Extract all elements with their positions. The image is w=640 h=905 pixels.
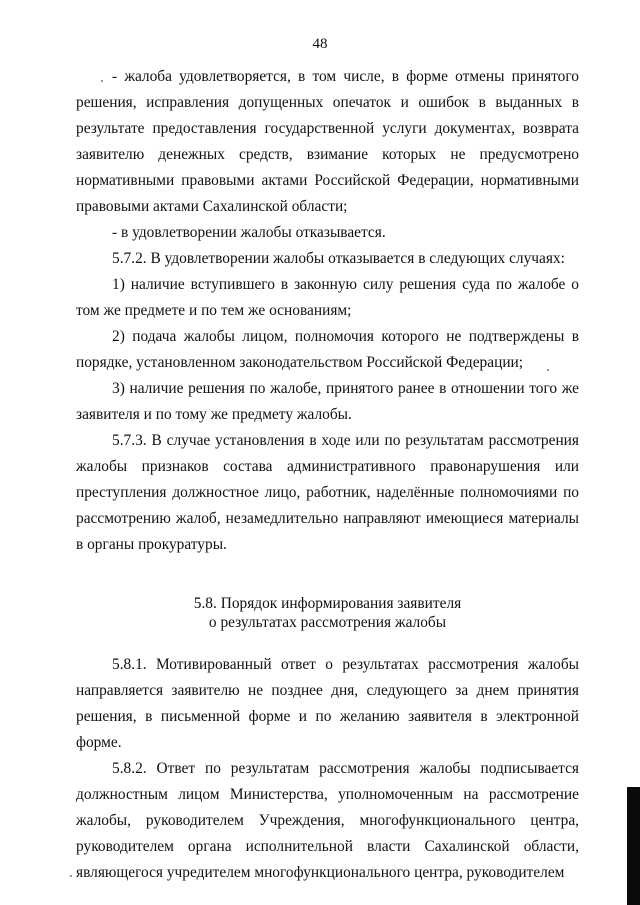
paragraph: 1) наличие вступившего в законную силу решения суда по жалобе о том же предмете и по тем же основаниям;: [76, 276, 579, 319]
paragraph: 5.8.2. Ответ по результатам рассмотрения жалобы подписывается должностным лицом Министерства, уполномоченным на рассмотрение жалобы, руководителем Учреждения, многофункционального центра, руководителем органа исполнительной власти Сахалинской области, являющегося учредителем многофункционального центра, руководителем: [76, 760, 579, 881]
section-heading-line: 5.8. Порядок информирования заявителя: [193, 595, 462, 612]
paragraph: 5.7.2. В удовлетворении жалобы отказывается в следующих случаях:: [112, 250, 565, 267]
section-heading-line: о результатах рассмотрения жалобы: [208, 614, 447, 631]
page-number: 48: [312, 36, 328, 52]
paragraph: - в удовлетворении жалобы отказывается.: [112, 224, 386, 241]
paragraph: 3) наличие решения по жалобе, принятого ранее в отношении того же заявителя и по тому же предмету жалобы.: [76, 380, 579, 423]
document-body: [76, 64, 579, 886]
paragraph: - жалоба удовлетворяется, в том числе, в форме отмены принятого решения, исправления допущенных опечаток и ошибок в выданных в результате предоставления государственной услуги документах, возврата заявителю денежных средств, взимание которых не предусмотрено нормативными правовыми актами Российской Федерации, нормативными правовыми актами Сахалинской области;: [76, 68, 579, 215]
scan-speck: [101, 80, 103, 82]
scan-edge-mark: [627, 787, 640, 905]
paragraph: 5.7.3. В случае установления в ходе или по результатам рассмотрения жалобы признаков состава административного правонарушения или преступления должностное лицо, работник, наделённые полномочиями по рассмотрению жалоб, незамедлительно направляют имеющиеся материалы в органы прокуратуры.: [76, 432, 579, 553]
paragraph: 2) подача жалобы лицом, полномочия которого не подтверждены в порядке, установленном законодательством Российской Федерации;: [76, 328, 579, 371]
scan-speck: [547, 369, 549, 371]
section-heading: [76, 594, 579, 632]
paragraph: 5.8.1. Мотивированный ответ о результатах рассмотрения жалобы направляется заявителю не позднее дня, следующего за днем принятия решения, в письменной форме и по желанию заявителя в электронной форме.: [76, 656, 579, 751]
scan-speck: [70, 875, 72, 877]
